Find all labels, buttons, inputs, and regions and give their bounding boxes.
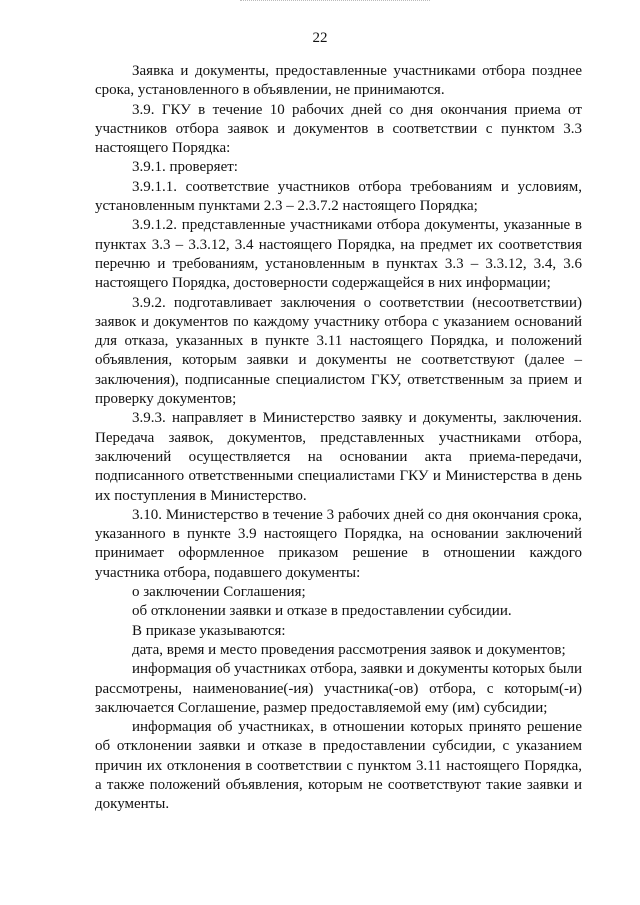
list-item-rejection: об отклонении заявки и отказе в предоставлении субсидии. (132, 603, 512, 620)
page-number: 22 (312, 30, 328, 46)
paragraph-3-9: 3.9. ГКУ в течение 10 рабочих дней со дня окончания приема от участников отбора заявок и документов в соответствии с пунктом 3.3 настоящего Порядка: (95, 101, 582, 157)
paragraph-3-10: 3.10. Министерство в течение 3 рабочих дней со дня окончания срока, указанного в пункте 3.9 настоящего Порядка, на основании заключений принимает оформленное приказом решение в отношении каждого участника отбора, подавшего документы: (95, 506, 582, 581)
list-item-agreement: о заключении Соглашения; (132, 584, 306, 601)
paragraph-3-9-1: 3.9.1. проверяет: (132, 159, 238, 176)
scan-artifact-line (240, 0, 430, 4)
paragraph-3-9-2: 3.9.2. подготавливает заключения о соответствии (несоответствии) заявок и документов по каждому участнику отбора с указанием оснований для отказа, указанных в пункте 3.11 настоящего Порядка, и положений объявления, которым заявки и документы не соответствуют (далее – заключения), подписанные специалистом ГКУ, ответственным за прием и проверку документов; (95, 294, 582, 408)
paragraph-3-9-3: 3.9.3. направляет в Министерство заявку и документы, заключения. Передача заявок, документов, представленных участниками отбора, заключений осуществляется на основании акта приема-передачи, подписанного ответственными специалистами ГКУ и Министерства в день их поступления в Министерство. (95, 410, 582, 504)
document-body (95, 62, 582, 815)
paragraph-3-9-1-1: 3.9.1.1. соответствие участников отбора требованиям и условиям, установленным пунктами 2.3 – 2.3.7.2 настоящего Порядка; (95, 178, 582, 215)
paragraph-late-submissions: Заявка и документы, предоставленные участниками отбора позднее срока, установленного в объявлении, не принимаются. (95, 63, 582, 99)
paragraph-3-9-1-2: 3.9.1.2. представленные участниками отбора документы, указанные в пунктах 3.3 – 3.3.12, 3.4 настоящего Порядка, на предмет их соответствия перечню и требованиям, установленным в пунктах 3.3 – 3.3.12, 3.4, 3.6 настоящего Порядка, достоверности содержащейся в них информации; (95, 217, 582, 292)
list-item-rejected-info: информация об участниках, в отношении которых принято решение об отклонении заявки и отказе в предоставлении субсидии, с указанием причин их отклонения в соответствии с пунктом 3.11 настоящего Порядка, а также положений объявления, которым не соответствуют такие заявки и документы. (95, 719, 582, 813)
list-item-participants-info: информация об участниках отбора, заявки и документы которых были рассмотрены, наименование(-ия) участника(-ов) отбора, с которым(-и) заключается Соглашение, размер предоставляемой ему (им) субсидии; (95, 661, 582, 716)
paragraph-order-contents: В приказе указываются: (132, 622, 286, 639)
list-item-date-place: дата, время и место проведения рассмотрения заявок и документов; (132, 641, 566, 658)
